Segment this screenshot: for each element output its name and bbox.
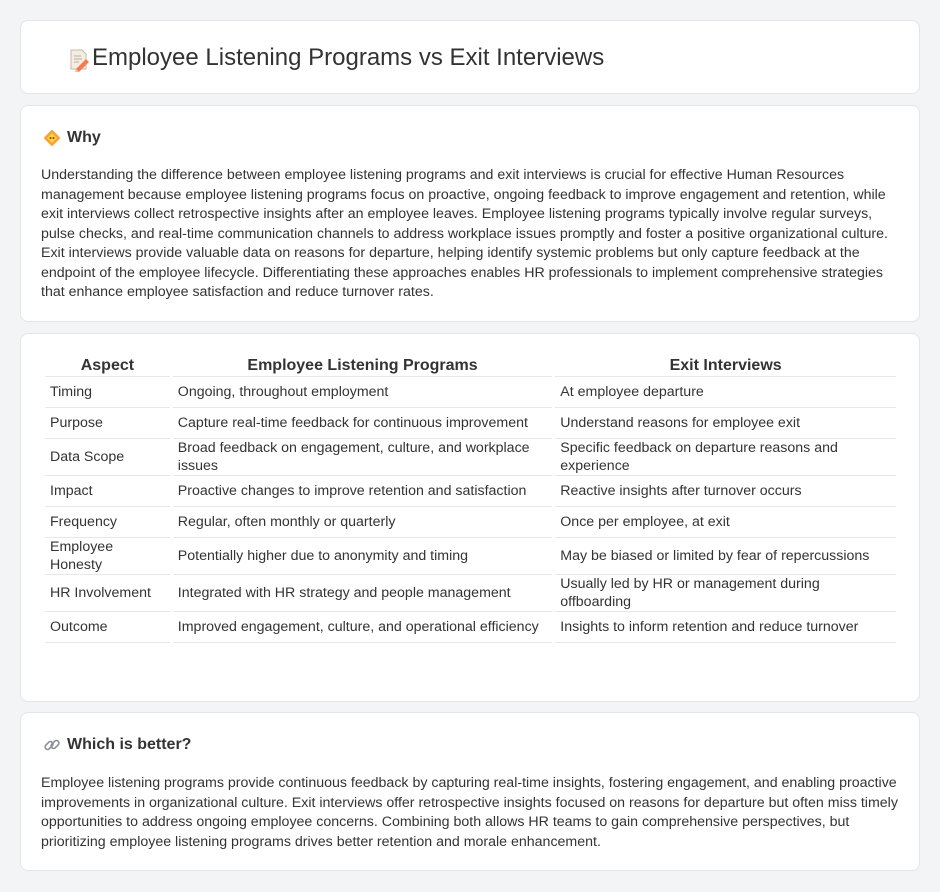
cell-listening: Capture real-time feedback for continuous improvement	[173, 408, 552, 439]
cell-exit: May be biased or limited by fear of repercussions	[555, 538, 896, 575]
cell-listening: Regular, often monthly or quarterly	[173, 507, 552, 538]
cell-exit: Understand reasons for employee exit	[555, 408, 896, 439]
cell-exit: Once per employee, at exit	[555, 507, 896, 538]
header-aspect: Aspect	[45, 354, 170, 377]
cell-listening: Improved engagement, culture, and operational efficiency	[173, 612, 552, 643]
cell-aspect: Timing	[45, 377, 170, 408]
cell-aspect: Outcome	[45, 612, 170, 643]
cell-listening: Proactive changes to improve retention and satisfaction	[173, 476, 552, 507]
table-row	[45, 439, 896, 476]
cell-exit: At employee departure	[555, 377, 896, 408]
title-card	[20, 20, 920, 94]
why-section	[20, 105, 920, 322]
document-pencil-icon	[67, 48, 91, 72]
cell-exit: Reactive insights after turnover occurs	[555, 476, 896, 507]
cell-aspect: Employee Honesty	[45, 538, 170, 575]
header-listening-programs: Employee Listening Programs	[173, 354, 552, 377]
table-row	[45, 575, 896, 612]
table-row	[45, 538, 896, 575]
link-icon	[43, 736, 61, 754]
cell-aspect: Purpose	[45, 408, 170, 439]
page-title: Employee Listening Programs vs Exit Interviews	[92, 44, 605, 71]
table-row	[45, 377, 896, 408]
table-row	[45, 507, 896, 538]
table-row	[45, 476, 896, 507]
cell-listening: Ongoing, throughout employment	[173, 377, 552, 408]
table-header-row	[45, 354, 896, 377]
cell-listening: Potentially higher due to anonymity and timing	[173, 538, 552, 575]
header-exit-interviews: Exit Interviews	[555, 354, 896, 377]
cell-aspect: Frequency	[45, 507, 170, 538]
comparison-table	[42, 354, 899, 643]
comparison-section	[20, 333, 920, 702]
cell-aspect: HR Involvement	[45, 575, 170, 612]
cell-exit: Usually led by HR or management during offboarding	[555, 575, 896, 612]
cell-exit: Insights to inform retention and reduce turnover	[555, 612, 896, 643]
better-heading: Which is better?	[67, 736, 192, 753]
cell-exit: Specific feedback on departure reasons and experience	[555, 439, 896, 476]
cell-listening: Broad feedback on engagement, culture, and workplace issues	[173, 439, 552, 476]
why-heading: Why	[67, 129, 101, 146]
table-row	[45, 612, 896, 643]
better-text: Employee listening programs provide continuous feedback by capturing real-time insights, fostering engagement, and enabling proactive improvements in organizational culture. Exit interviews offer retrospective insights focused on reasons for departure but often miss timely opportunities to address ongoing employee concerns. Combining both allows HR teams to gain comprehensive perspectives, but prioritizing employee listening programs drives better retention and morale enhancement.	[41, 775, 898, 850]
why-text: Understanding the difference between employee listening programs and exit interviews is crucial for effective Human Resources management because employee listening programs focus on proactive, ongoing feedback to improve engagement and retention, while exit interviews collect retrospective insights after an employee leaves. Employee listening programs typically involve regular surveys, pulse checks, and real-time communication channels to address workplace issues promptly and foster a positive organizational culture. Exit interviews provide valuable data on reasons for departure, helping identify systemic problems but only capture feedback at the endpoint of the employee lifecycle. Differentiating these approaches enables HR professionals to implement comprehensive strategies that enhance employee satisfaction and reduce turnover rates.	[41, 167, 888, 300]
which-is-better-section	[20, 712, 920, 871]
cell-aspect: Data Scope	[45, 439, 170, 476]
diamond-warning-icon	[43, 129, 61, 147]
cell-aspect: Impact	[45, 476, 170, 507]
table-row	[45, 408, 896, 439]
cell-listening: Integrated with HR strategy and people management	[173, 575, 552, 612]
